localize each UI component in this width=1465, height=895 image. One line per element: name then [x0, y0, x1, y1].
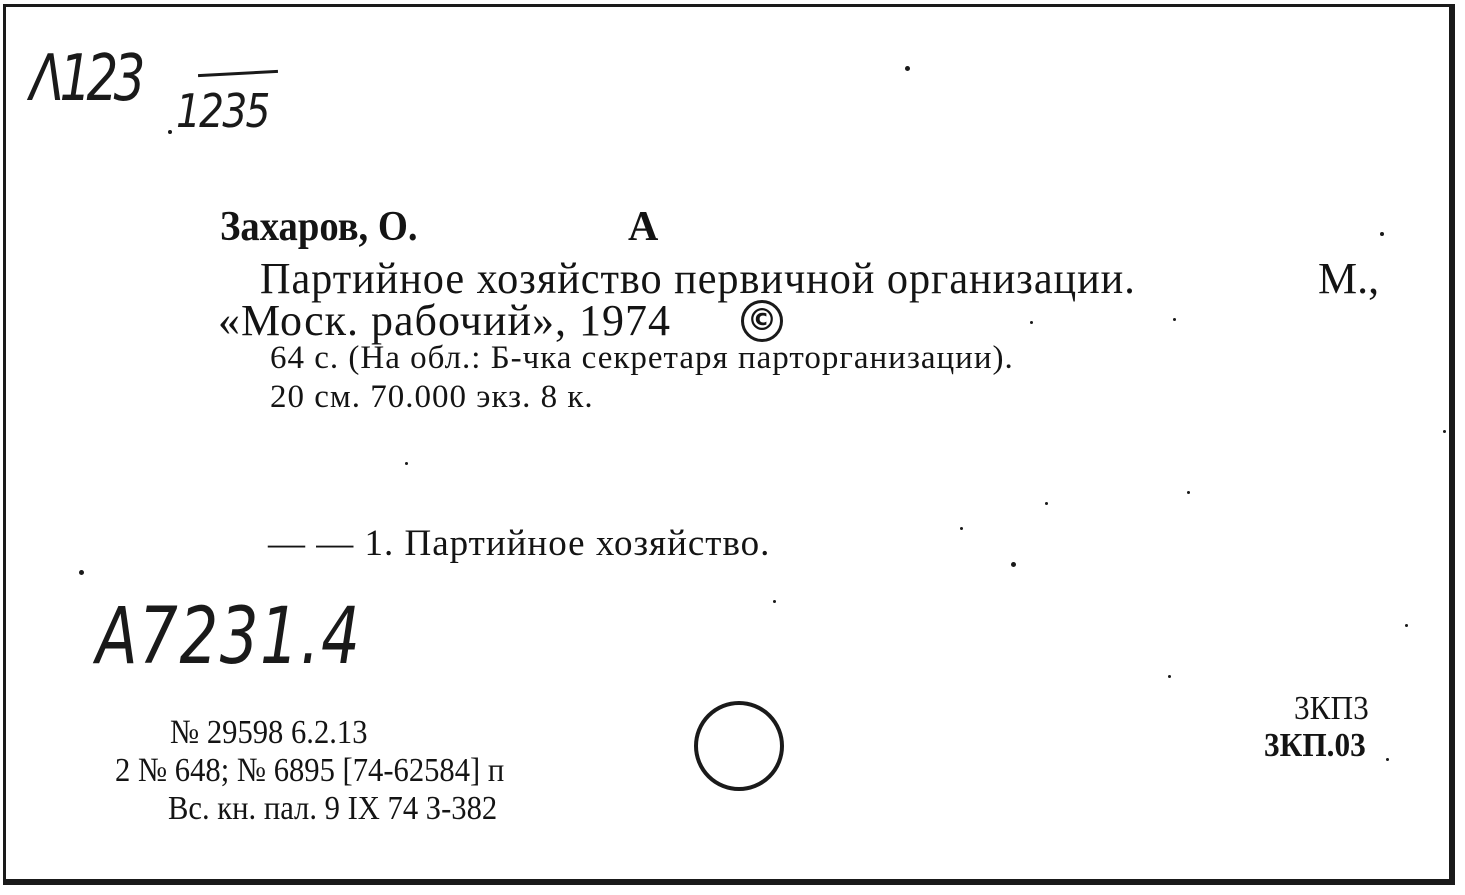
print-speck	[1380, 232, 1384, 236]
circle-stamp	[694, 701, 784, 791]
print-speck	[405, 462, 408, 465]
author-name: Захаров, О.	[220, 204, 418, 250]
subject-heading: — — 1. Партийное хозяйство.	[268, 523, 771, 564]
print-speck	[905, 66, 910, 71]
print-speck	[1045, 502, 1048, 505]
publication-place: М.,	[1318, 254, 1380, 303]
print-speck	[79, 570, 84, 575]
print-speck	[1187, 491, 1190, 494]
handwritten-class-code: A7231.4	[96, 592, 362, 682]
catalog-code-2: 3КП.03	[1264, 727, 1366, 764]
print-speck	[960, 527, 963, 530]
registration-line-2: 2 № 648; № 6895 [74-62584] п	[115, 752, 505, 789]
print-speck	[1011, 562, 1016, 567]
print-speck	[1405, 624, 1408, 627]
author-initial: А	[628, 204, 659, 250]
copyright-icon: ©	[741, 300, 783, 342]
publisher-year: «Моск. рабочий», 1974	[218, 296, 672, 345]
print-speck	[773, 600, 776, 603]
handwritten-dot	[168, 130, 172, 134]
registration-line-1: № 29598 6.2.13	[170, 714, 368, 751]
catalog-code-1: 3КП3	[1294, 690, 1369, 727]
book-title: Партийное хозяйство первичной организации.	[260, 254, 1136, 303]
print-speck	[1168, 675, 1171, 678]
registration-line-3: Вс. кн. пал. 9 IX 74 З-382	[168, 790, 498, 827]
handwritten-shelf-number: Λ123	[30, 42, 141, 116]
print-speck	[1386, 758, 1389, 761]
print-speck	[1443, 430, 1446, 433]
physical-description: 64 с. (На обл.: Б-чка секретаря парторганизации).	[270, 340, 1014, 376]
handwritten-sub-number: 1235	[176, 84, 269, 138]
print-speck	[1030, 321, 1033, 324]
print-speck	[1173, 318, 1176, 321]
size-print-price: 20 см. 70.000 экз. 8 к.	[270, 379, 594, 415]
